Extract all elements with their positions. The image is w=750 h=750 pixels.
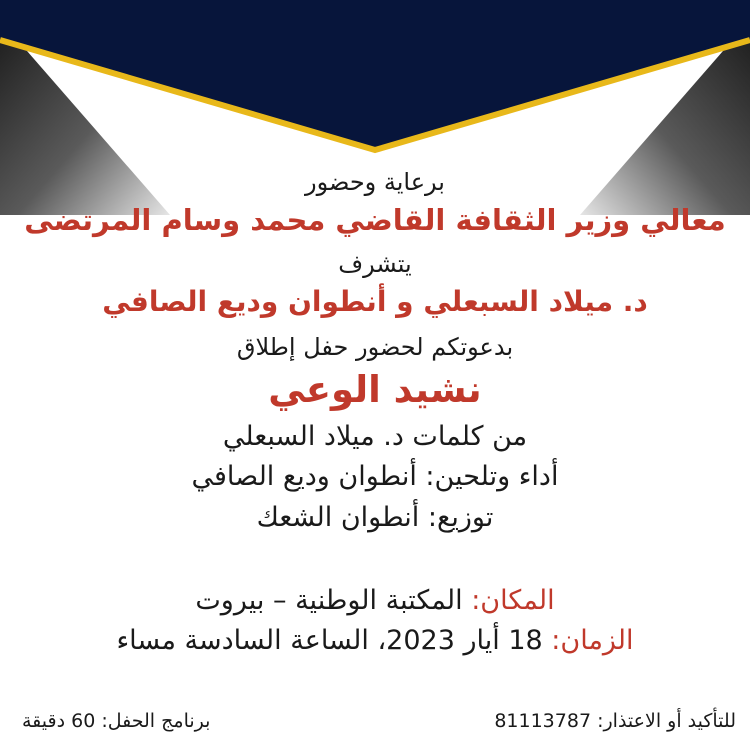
program-duration: برنامج الحفل: 60 دقيقة xyxy=(22,710,211,732)
venue-line xyxy=(0,585,750,616)
patronage-line: برعاية وحضور xyxy=(305,168,445,196)
datetime-value: 18 أيار 2023، الساعة السادسة مساء xyxy=(116,625,552,656)
honored-line: يتشرف xyxy=(338,250,412,278)
datetime-line xyxy=(0,625,750,656)
rsvp-line: للتأكيد أو الاعتذار: 81113787 xyxy=(494,710,736,732)
lyrics-credit: من كلمات د. ميلاد السبعلي xyxy=(222,421,528,452)
invite-line: بدعوتكم لحضور حفل إطلاق xyxy=(236,333,514,361)
hosts-names: د. ميلاد السبعلي و أنطوان وديع الصافي xyxy=(102,285,648,318)
datetime-label: الزمان: xyxy=(551,625,634,656)
event-title: نشيد الوعي xyxy=(268,368,482,411)
venue-label: المكان: xyxy=(471,585,555,616)
venue-value: المكتبة الوطنية – بيروت xyxy=(195,585,472,616)
distribution-credit: توزيع: أنطوان الشعك xyxy=(256,502,494,533)
patron-name: معالي وزير الثقافة القاضي محمد وسام المرتضى xyxy=(24,203,726,237)
performance-credit: أداء وتلحين: أنطوان وديع الصافي xyxy=(191,461,559,492)
